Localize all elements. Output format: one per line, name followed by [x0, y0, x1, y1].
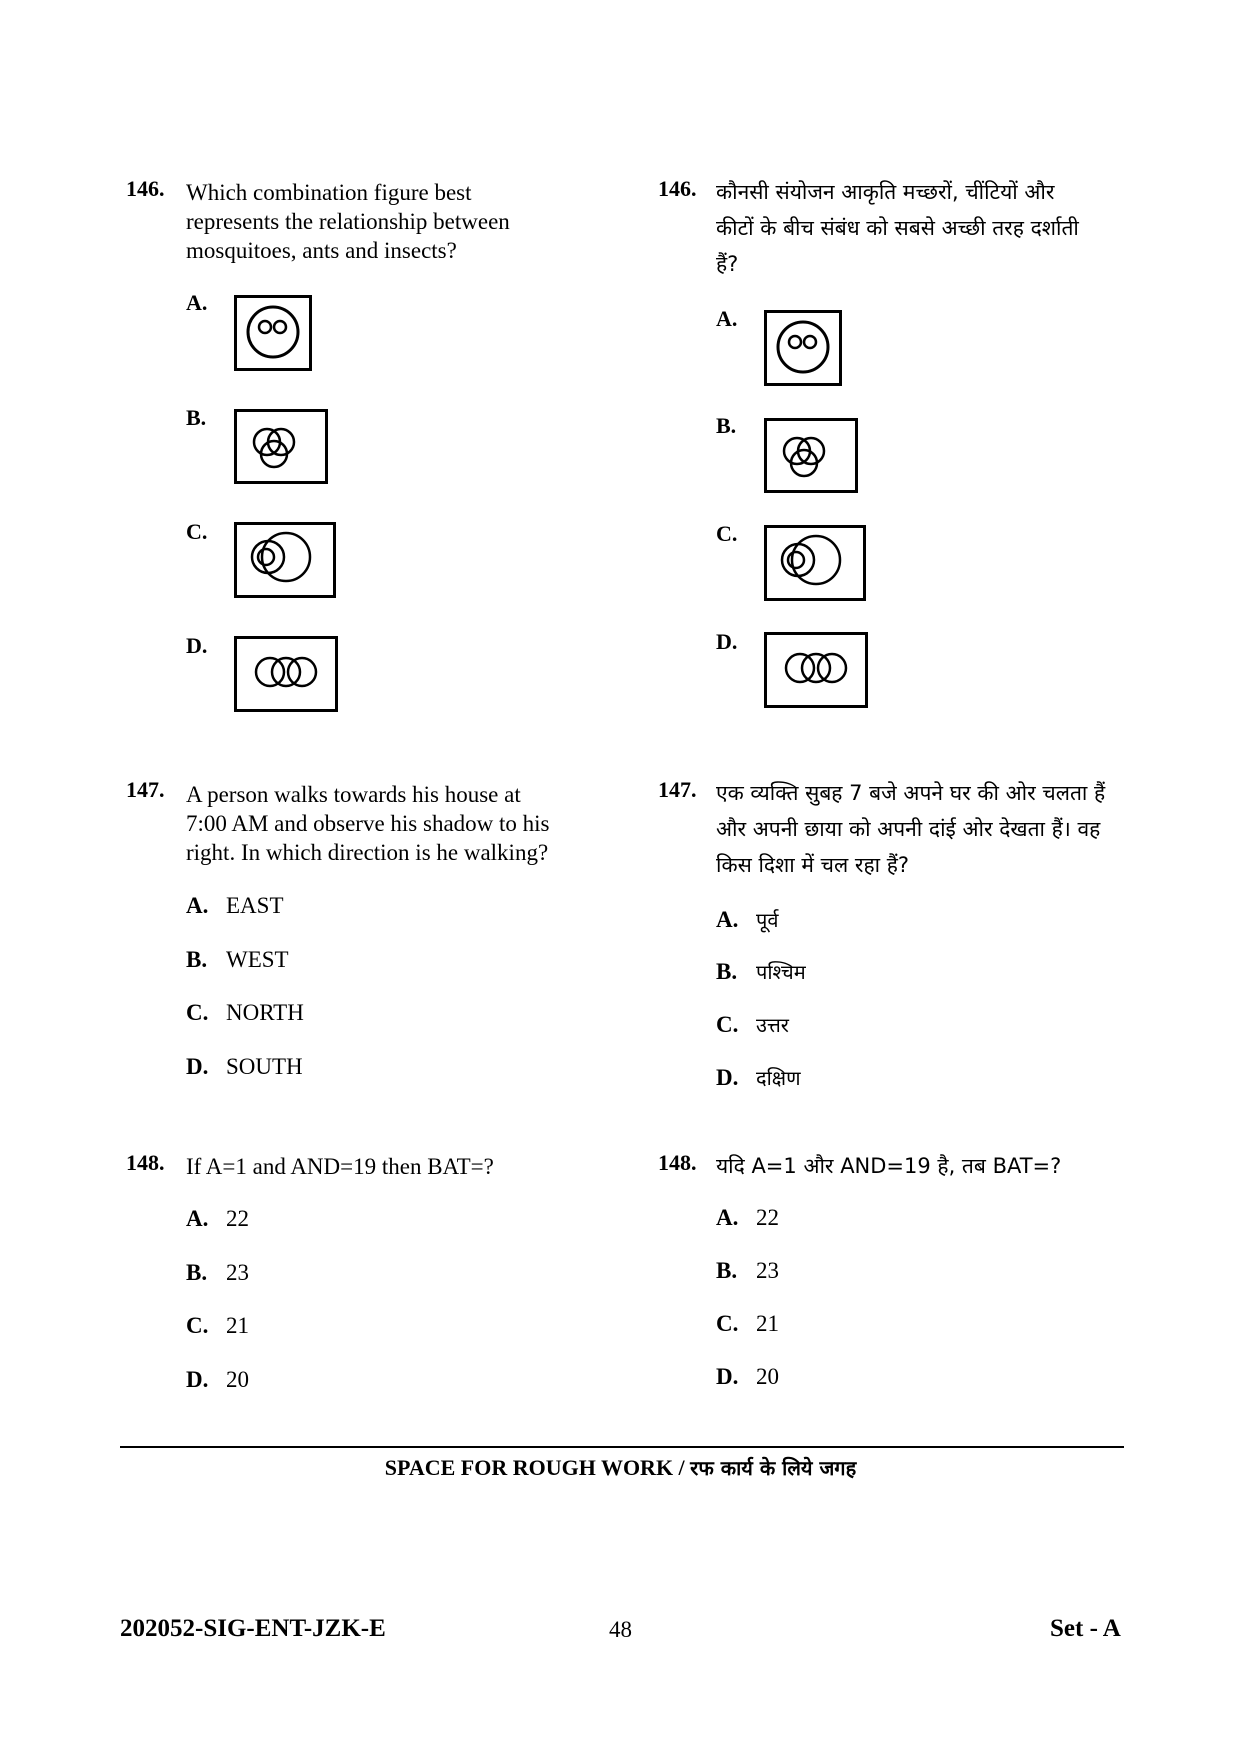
option-d	[186, 1367, 249, 1393]
option-value: पश्चिम	[756, 960, 806, 984]
option-value: 21	[226, 1313, 249, 1338]
option-value: उत्तर	[756, 1013, 789, 1037]
option-value: 22	[756, 1205, 779, 1230]
figure-option-d	[764, 632, 868, 708]
option-value: 23	[756, 1258, 779, 1283]
option-b	[716, 958, 806, 985]
question-line: mosquitoes, ants and insects?	[186, 238, 457, 263]
rough-work-english: SPACE FOR ROUGH WORK /	[384, 1455, 691, 1480]
option-label: B.	[186, 1260, 208, 1285]
rough-work-hindi: रफ कार्य के लिये जगह	[690, 1456, 857, 1480]
question-line: कीटों के बीच संबंध को सबसे अच्छी तरह दर्शाती	[716, 216, 1079, 240]
option-c	[716, 1311, 779, 1337]
figure-option-b	[764, 418, 858, 493]
option-label: B.	[716, 959, 738, 984]
option-c	[716, 1011, 789, 1038]
option-label: D.	[186, 1367, 209, 1392]
option-d-label: D.	[716, 629, 738, 654]
question-line: यदि A=1 और AND=19 है, तब BAT=?	[716, 1154, 1062, 1178]
question-148-text	[716, 1148, 1061, 1184]
option-value: EAST	[226, 893, 284, 918]
option-value: NORTH	[226, 1000, 304, 1025]
figure-option-a	[764, 310, 842, 386]
question-148-number: 148.	[658, 1150, 697, 1175]
question-147-text	[716, 775, 1105, 883]
question-146-text	[716, 174, 1079, 282]
option-b-label: B.	[186, 405, 207, 430]
option-value: 20	[226, 1367, 249, 1392]
option-b	[716, 1258, 779, 1284]
figure-option-b	[234, 409, 328, 484]
figure-option-d	[234, 636, 338, 712]
option-label: C.	[716, 1311, 739, 1336]
option-label: D.	[716, 1364, 739, 1389]
option-label: A.	[186, 1206, 209, 1231]
option-label: D.	[716, 1065, 739, 1090]
option-c	[186, 1313, 249, 1339]
option-value: SOUTH	[226, 1054, 303, 1079]
option-c-label: C.	[716, 521, 738, 546]
option-a	[186, 893, 284, 919]
question-line: कौनसी संयोजन आकृति मच्छरों, चींटियों और	[716, 180, 1055, 204]
question-line: किस दिशा में चल रहा हैं?	[716, 853, 910, 877]
option-label: C.	[186, 1313, 209, 1338]
question-line: represents the relationship between	[186, 209, 510, 234]
question-line: हैं?	[716, 252, 739, 276]
option-a	[716, 1205, 779, 1231]
option-a-label: A.	[186, 290, 208, 315]
option-value: 20	[756, 1364, 779, 1389]
option-value: 23	[226, 1260, 249, 1285]
question-line: और अपनी छाया को अपनी दांई ओर देखता हैं। वह	[716, 817, 1101, 841]
option-label: C.	[716, 1012, 739, 1037]
question-146-number: 146.	[126, 176, 165, 201]
option-c-label: C.	[186, 519, 208, 544]
question-line: एक व्यक्ति सुबह 7 बजे अपने घर की ओर चलता हैं	[716, 781, 1106, 805]
option-a	[186, 1206, 249, 1232]
question-line: 7:00 AM and observe his shadow to his	[186, 811, 550, 836]
question-146-number: 146.	[658, 176, 697, 201]
question-147-number: 147.	[126, 777, 165, 802]
option-b-label: B.	[716, 413, 737, 438]
option-label: B.	[716, 1258, 738, 1283]
option-label: A.	[716, 907, 739, 932]
question-line: Which combination figure best	[186, 180, 472, 205]
option-c	[186, 1000, 304, 1026]
set-label: Set - A	[1050, 1615, 1121, 1642]
option-label: B.	[186, 947, 208, 972]
option-b	[186, 1260, 249, 1286]
question-146-text	[186, 178, 510, 265]
option-d	[716, 1364, 779, 1390]
figure-option-a	[234, 295, 312, 371]
question-148-number: 148.	[126, 1150, 165, 1175]
question-148-text	[186, 1152, 494, 1181]
option-value: WEST	[226, 947, 289, 972]
option-b	[186, 947, 289, 973]
option-label: A.	[716, 1205, 739, 1230]
option-value: 22	[226, 1206, 249, 1231]
option-d	[716, 1064, 801, 1091]
question-147-text	[186, 780, 550, 867]
option-label: A.	[186, 893, 209, 918]
page-number: 48	[609, 1617, 632, 1642]
rough-work-heading	[0, 1454, 1241, 1481]
option-d	[186, 1054, 303, 1080]
figure-option-c	[764, 525, 866, 601]
option-value: 21	[756, 1311, 779, 1336]
paper-code: 202052-SIG-ENT-JZK-E	[120, 1615, 386, 1642]
question-147-number: 147.	[658, 777, 697, 802]
rough-work-divider	[120, 1446, 1124, 1448]
option-a	[716, 906, 778, 933]
question-line: If A=1 and AND=19 then BAT=?	[186, 1154, 494, 1179]
question-line: A person walks towards his house at	[186, 782, 521, 807]
option-value: दक्षिण	[756, 1066, 801, 1090]
option-label: C.	[186, 1000, 209, 1025]
figure-option-c	[234, 522, 336, 598]
question-line: right. In which direction is he walking?	[186, 840, 549, 865]
option-a-label: A.	[716, 306, 738, 331]
option-label: D.	[186, 1054, 209, 1079]
option-d-label: D.	[186, 633, 208, 658]
option-value: पूर्व	[756, 908, 779, 932]
